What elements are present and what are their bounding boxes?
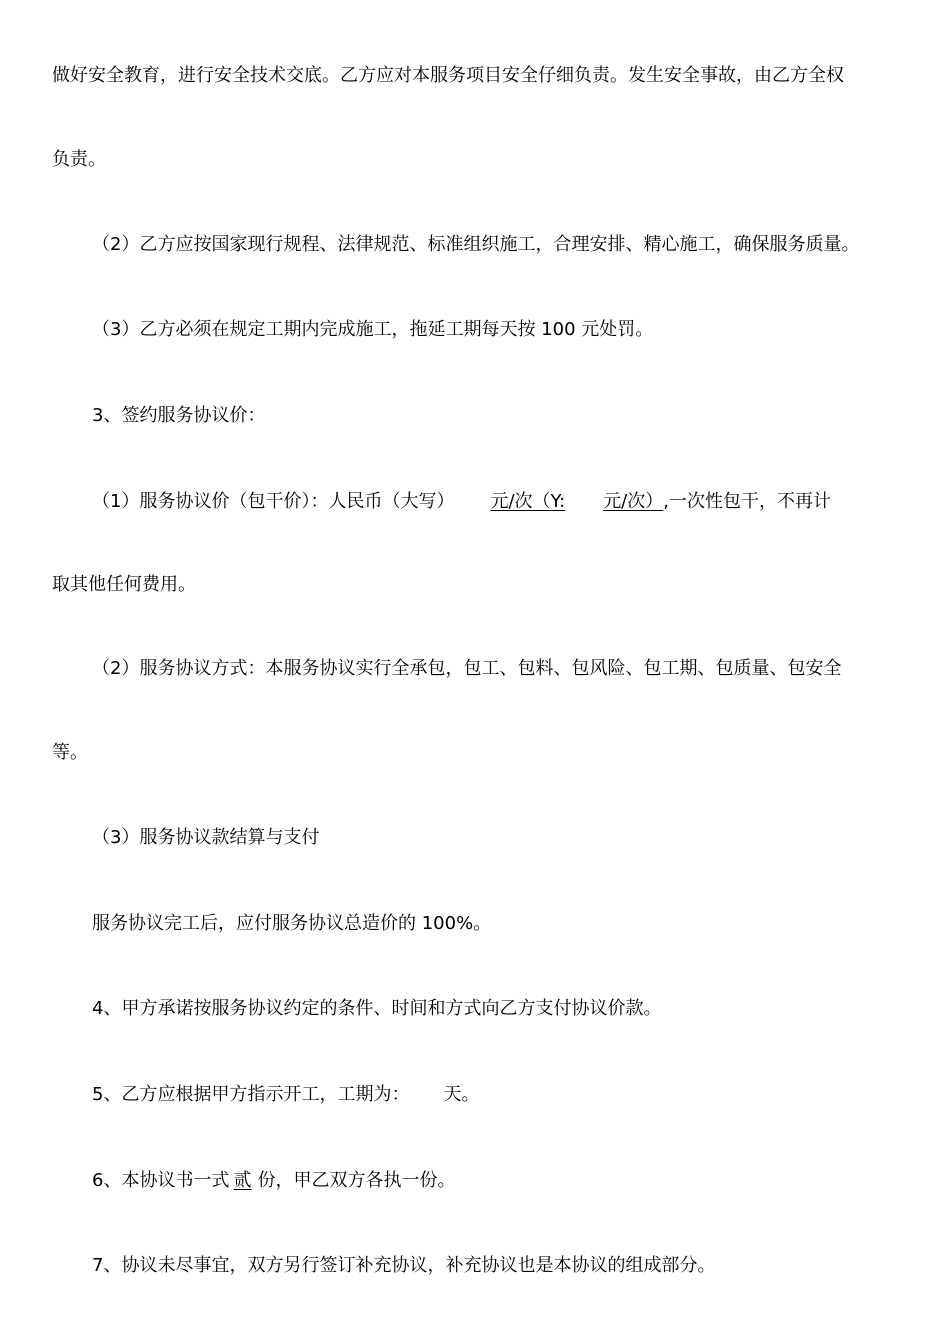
clause-3-1 bbox=[92, 490, 831, 514]
price-unit-label: 元/次（Y: bbox=[490, 491, 566, 512]
clause-2-2: （2）乙方应按国家现行规程、法律规范、标准组织施工，合理安排、精心施工，确保服务质量。 bbox=[92, 234, 860, 255]
section-6-text: 6、本协议书一式 bbox=[92, 1170, 230, 1191]
copies-count bbox=[229, 1170, 257, 1191]
paragraph-line: 负责。 bbox=[52, 149, 106, 170]
paragraph-line: 取其他任何费用。 bbox=[52, 574, 196, 595]
duration-blank bbox=[409, 1084, 443, 1105]
price-unit-label-2: 元/次） bbox=[603, 491, 664, 512]
section-7: 7、协议未尽事宜，双方另行签订补充协议，补充协议也是本协议的组成部分。 bbox=[92, 1255, 716, 1276]
clause-3-3: （3）服务协议款结算与支付 bbox=[92, 827, 320, 848]
copies-count-value: 贰 bbox=[233, 1170, 252, 1191]
section-6-text-end: 份，甲乙双方各执一份。 bbox=[257, 1170, 456, 1191]
section-5-text-end: 天。 bbox=[443, 1084, 480, 1105]
section-5 bbox=[92, 1083, 479, 1107]
paragraph-line: 等。 bbox=[52, 742, 88, 763]
section-5-text: 5、乙方应根据甲方指示开工，工期为： bbox=[92, 1084, 410, 1105]
clause-3-1-text: （1）服务协议价（包干价）：人民币（大写） bbox=[92, 491, 455, 512]
clause-3-1-text-end: ,一次性包干，不再计 bbox=[663, 491, 831, 512]
paragraph-line: 做好安全教育，进行安全技术交底。乙方应对本服务项目安全仔细负责。发生安全事故，由乙方全权 bbox=[52, 65, 844, 86]
section-3-heading: 3、签约服务协议价： bbox=[92, 405, 266, 426]
payment-text: 服务协议完工后，应付服务协议总造价的 100%。 bbox=[92, 913, 492, 934]
section-6 bbox=[92, 1169, 455, 1193]
price-blank-underline bbox=[454, 491, 663, 512]
clause-3-2: （2）服务协议方式：本服务协议实行全承包，包工、包料、包风险、包工期、包质量、包安全 bbox=[92, 658, 842, 679]
section-4: 4、甲方承诺按服务协议约定的条件、时间和方式向乙方支付协议价款。 bbox=[92, 998, 662, 1019]
clause-2-3: （3）乙方必须在规定工期内完成施工，拖延工期每天按 100 元处罚。 bbox=[92, 319, 654, 340]
